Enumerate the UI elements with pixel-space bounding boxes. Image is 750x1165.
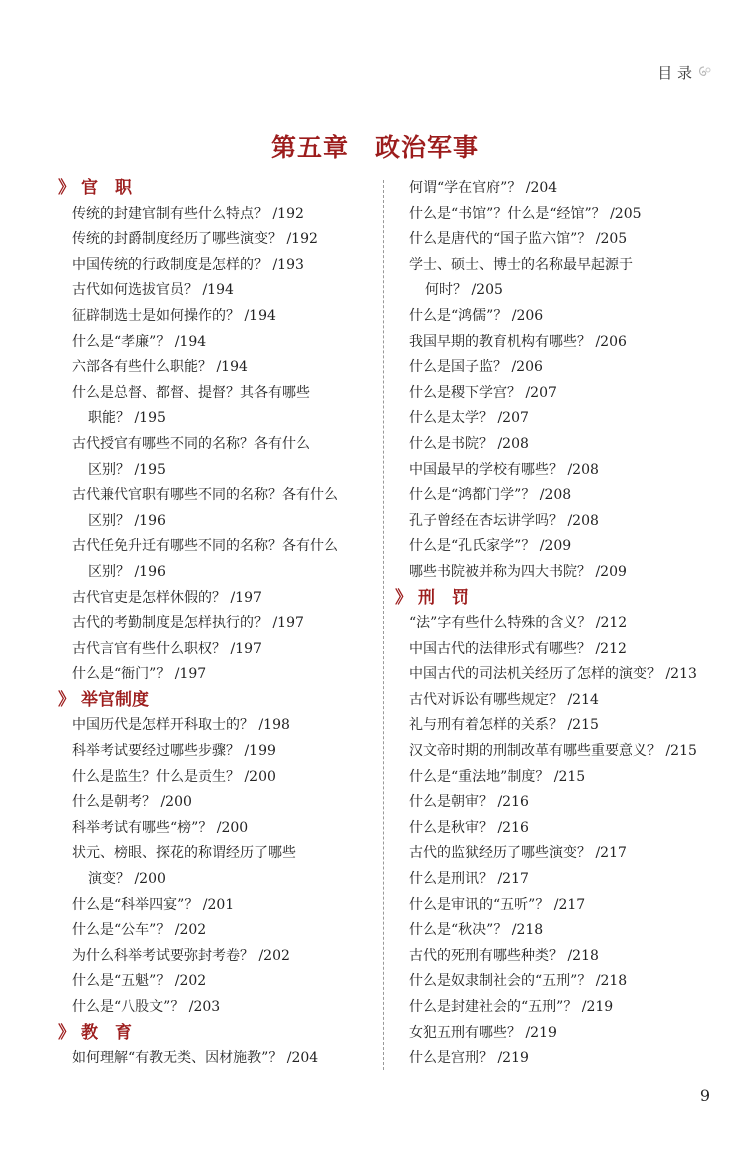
toc-entry[interactable]: 中国古代的法律形式有哪些？ /212 [409,640,627,657]
running-header [657,62,712,83]
toc-entry[interactable]: 什么是稷下学宫？ /207 [409,384,557,401]
double-chevron-icon: 》 [58,689,75,710]
toc-entry[interactable]: 什么是“孔氏家学”？ /209 [409,538,572,555]
toc-entry[interactable]: 什么是“书馆”？什么是“经馆”？ /205 [409,205,642,222]
toc-entry[interactable]: 什么是“孝廉”？ /194 [72,333,207,350]
toc-entry[interactable]: 传统的封建官制有些什么特点？ /192 [72,205,304,222]
toc-column-right [395,176,725,1072]
toc-column-left [58,176,376,1072]
column-divider [383,180,384,1070]
toc-entry[interactable]: 什么是审讯的“五听”？ /217 [409,896,586,913]
toc-entry[interactable]: 什么是“公车”？ /202 [72,922,207,939]
toc-entry-continuation[interactable]: 职能？ /195 [88,410,166,427]
page-number: 9 [699,1086,710,1105]
toc-entry[interactable]: 古代如何选拔官员？ /194 [72,282,234,299]
toc-entry[interactable]: 古代的死刑有哪些种类？ /218 [409,947,599,964]
section-heading-label: 官 职 [81,178,132,198]
toc-entry[interactable]: 女犯五刑有哪些？ /219 [409,1024,557,1041]
toc-entry-continuation[interactable]: 区别？ /196 [88,563,166,580]
toc-entry-continuation[interactable]: 区别？ /196 [88,512,166,529]
toc-entry[interactable]: 什么是“五魁”？ /202 [72,973,207,990]
toc-entry[interactable]: 孔子曾经在杏坛讲学吗？ /208 [409,512,599,529]
toc-entry[interactable]: 什么是“八股文”？ /203 [72,999,221,1015]
toc-entry[interactable]: 什么是唐代的“国子监六馆”？ /205 [409,231,628,248]
chapter-title: 第五章 政治军事 [270,133,479,162]
toc-entry[interactable]: 何谓“学在官府”？ /204 [409,180,558,196]
toc-entry[interactable]: 中国最早的学校有哪些？ /208 [409,461,599,478]
toc-entry[interactable]: 古代兼代官职有哪些不同的名称？各有什么 [72,487,338,504]
swirl-ornament-icon [696,65,712,81]
toc-entry[interactable]: 中国传统的行政制度是怎样的？ /193 [72,256,304,273]
toc-entry[interactable]: 我国早期的教育机构有哪些？ /206 [409,333,627,350]
toc-entry-continuation[interactable]: 演变？ /200 [88,871,166,888]
section-heading [58,1021,376,1047]
toc-entry[interactable]: 什么是监生？什么是贡生？ /200 [72,768,276,785]
section-heading [58,176,376,202]
toc-entry[interactable]: 征辟制选士是如何操作的？ /194 [72,307,276,324]
toc-entry[interactable]: 哪些书院被并称为四大书院？ /209 [409,563,627,580]
toc-entry[interactable]: 为什么科举考试要弥封考卷？ /202 [72,947,290,964]
toc-entry[interactable]: 传统的封爵制度经历了哪些演变？ /192 [72,231,318,248]
toc-entry[interactable]: 什么是宫刑？ /219 [409,1050,529,1067]
toc-entry[interactable]: 汉文帝时期的刑制改革有哪些重要意义？ /215 [409,743,697,760]
toc-entry[interactable]: 什么是国子监？ /206 [409,359,543,376]
toc-entry[interactable]: 什么是奴隶制社会的“五刑”？ /218 [409,973,628,990]
toc-entry[interactable]: 礼与刑有着怎样的关系？ /215 [409,717,599,734]
toc-entry[interactable]: 什么是“衙门”？ /197 [72,666,207,683]
toc-entry[interactable]: 什么是“秋决”？ /218 [409,922,544,939]
double-chevron-icon: 》 [395,587,412,608]
toc-entry[interactable]: 古代言官有些什么职权？ /197 [72,640,262,657]
section-heading-label: 举官制度 [81,689,149,710]
section-heading [395,586,725,612]
double-chevron-icon: 》 [58,1022,75,1043]
toc-entry[interactable]: 古代的考勤制度是怎样执行的？ /197 [72,615,304,632]
toc-entry[interactable]: 古代对诉讼有哪些规定？ /214 [409,691,599,708]
toc-entry[interactable]: 学士、硕士、博士的名称最早起源于 [409,256,633,273]
section-heading-label: 教 育 [81,1022,132,1043]
toc-entry[interactable]: 什么是“重法地”制度？ /215 [409,768,586,785]
header-label: 目 录 [657,64,692,82]
toc-entry[interactable]: 状元、榜眼、探花的称谓经历了哪些 [72,845,296,862]
double-chevron-icon: 》 [58,178,75,198]
toc-entry[interactable]: 古代官吏是怎样休假的？ /197 [72,589,262,606]
toc-entry[interactable]: 科举考试要经过哪些步骤？ /199 [72,743,276,760]
toc-entry[interactable]: 什么是“鸿都门学”？ /208 [409,487,572,504]
toc-entry[interactable]: “法”字有些什么特殊的含义？ /212 [409,615,628,632]
toc-entry[interactable]: 什么是“科举四宴”？ /201 [72,896,235,913]
toc-entry-continuation[interactable]: 何时？ /205 [425,282,503,299]
toc-entry[interactable]: 什么是朝考？ /200 [72,794,192,811]
toc-entry[interactable]: 什么是太学？ /207 [409,410,529,427]
toc-entry[interactable]: 什么是书院？ /208 [409,435,529,452]
toc-entry[interactable]: 古代的监狱经历了哪些演变？ /217 [409,845,627,862]
toc-entry[interactable]: 科举考试有哪些“榜”？ /200 [72,819,249,836]
section-heading-label: 刑 罚 [418,587,469,608]
toc-entry[interactable]: 什么是朝审？ /216 [409,794,529,811]
toc-entry[interactable]: 什么是秋审？ /216 [409,819,529,836]
toc-entry[interactable]: 如何理解“有教无类、因材施教”？ /204 [72,1050,319,1067]
toc-entry[interactable]: 什么是刑讯？ /217 [409,871,529,888]
toc-entry[interactable]: 古代任免升迁有哪些不同的名称？各有什么 [72,538,338,555]
toc-entry[interactable]: 什么是总督、都督、提督？其各有哪些 [72,384,310,401]
section-heading [58,688,376,714]
toc-entry[interactable]: 中国历代是怎样开科取士的？ /198 [72,717,290,734]
toc-entry-continuation[interactable]: 区别？ /195 [88,461,166,478]
toc-entry[interactable]: 中国古代的司法机关经历了怎样的演变？ /213 [409,666,697,683]
toc-entry[interactable]: 古代授官有哪些不同的名称？各有什么 [72,435,310,452]
toc-entry[interactable]: 六部各有些什么职能？ /194 [72,359,248,376]
toc-entry[interactable]: 什么是“鸿儒”？ /206 [409,307,544,324]
toc-entry[interactable]: 什么是封建社会的“五刑”？ /219 [409,999,614,1015]
